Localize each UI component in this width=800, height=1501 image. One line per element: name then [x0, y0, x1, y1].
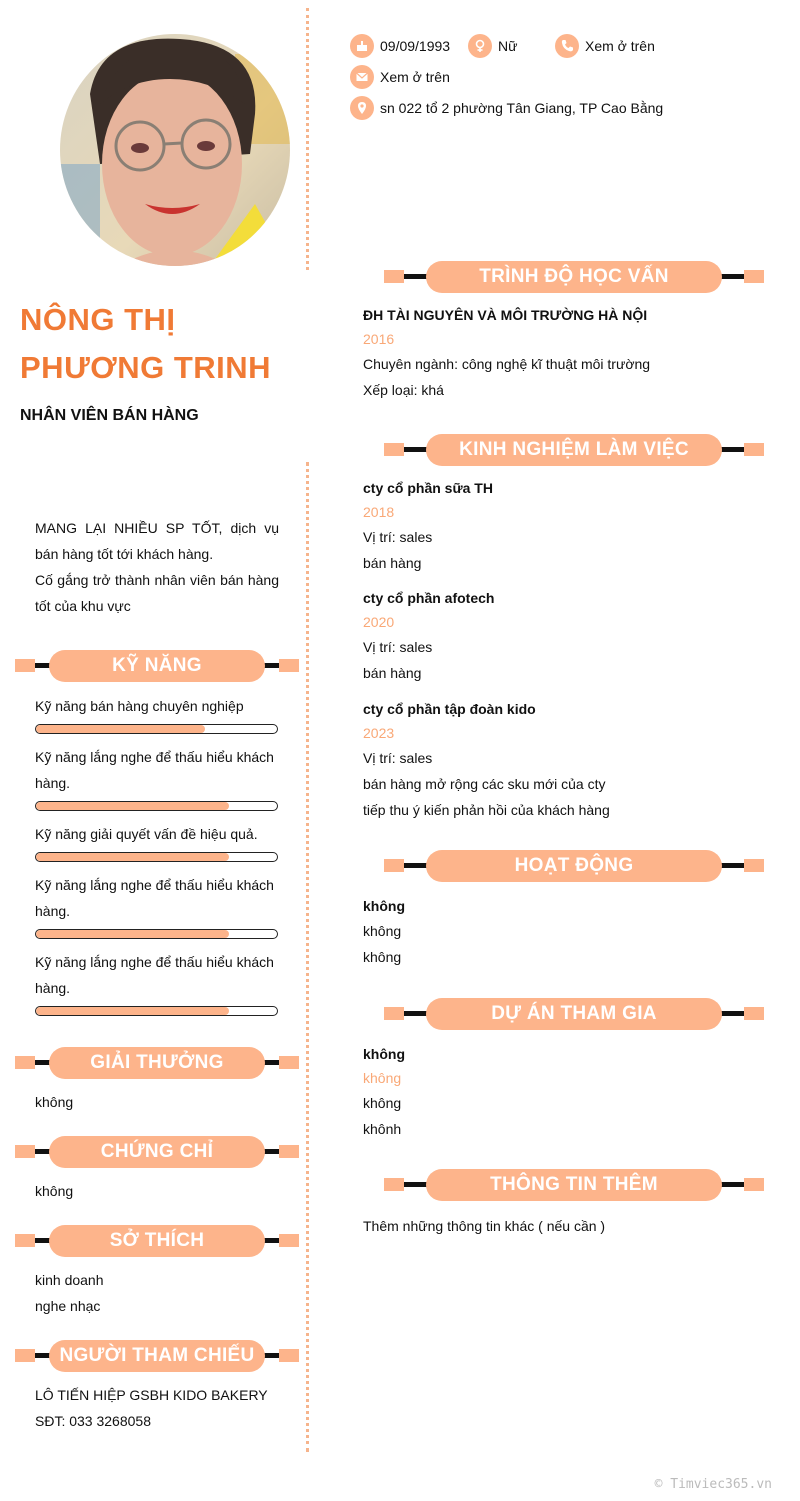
activity-detail: không — [363, 923, 402, 939]
skill-level-bar — [35, 852, 278, 862]
skill-name: Kỹ năng giải quyết vấn đề hiệu quả. — [35, 826, 258, 842]
award-item: không — [35, 1094, 74, 1110]
section-header-certificates — [15, 1136, 299, 1168]
skill-name: hàng. — [35, 903, 71, 919]
name-line-2: PHƯƠNG TRINH — [20, 350, 272, 385]
project-detail: khônh — [363, 1121, 402, 1137]
certificate-item: không — [35, 1183, 74, 1199]
experience-detail: bán hàng — [363, 555, 422, 571]
experience-year: 2020 — [363, 614, 395, 630]
section-title: DỰ ÁN THAM GIA — [426, 998, 722, 1030]
section-title: KỸ NĂNG — [49, 650, 265, 682]
education-major: Chuyên ngành: công nghệ kĩ thuật môi trường — [363, 356, 651, 372]
skill-level-bar — [35, 1006, 278, 1016]
experience-year: 2018 — [363, 504, 395, 520]
address-value: sn 022 tổ 2 phường Tân Giang, TP Cao Bằng — [380, 100, 664, 116]
hobby-item: kinh doanh — [35, 1272, 104, 1288]
project-detail: không — [363, 1095, 402, 1111]
experience-company: cty cổ phần tập đoàn kido — [363, 701, 536, 717]
section-header-references — [15, 1340, 299, 1372]
reference-item: SĐT: 033 3268058 — [35, 1413, 151, 1429]
job-title: NHÂN VIÊN BÁN HÀNG — [20, 407, 199, 424]
gender-value: Nữ — [498, 38, 518, 54]
experience-detail: Vị trí: sales — [363, 750, 433, 766]
watermark: © Timviec365.vn — [654, 1477, 772, 1492]
candidate-name — [20, 296, 271, 392]
section-title: HOẠT ĐỘNG — [426, 850, 722, 882]
reference-item: LÔ TIẾN HIỆP GSBH KIDO BAKERY — [35, 1387, 268, 1403]
objective-line: Cố gắng trở thành nhân viên bán hàng tốt của khu vực — [35, 572, 279, 614]
project-year: không — [363, 1070, 402, 1086]
skill-level-bar — [35, 801, 278, 811]
experience-detail: Vị trí: sales — [363, 639, 433, 655]
experience-detail: Vị trí: sales — [363, 529, 433, 545]
phone-icon — [555, 34, 579, 58]
column-divider-bottom — [306, 462, 309, 1452]
education-year: 2016 — [363, 331, 395, 347]
section-header-activities — [384, 850, 764, 882]
experience-detail: tiếp thu ý kiến phản hồi của khách hàng — [363, 802, 610, 818]
hobby-item: nghe nhạc — [35, 1298, 101, 1314]
experience-company: cty cổ phần afotech — [363, 590, 495, 606]
experience-detail: bán hàng mở rộng các sku mới của cty — [363, 776, 606, 792]
mail-icon — [350, 65, 374, 89]
section-header-awards — [15, 1047, 299, 1079]
contact-gender — [468, 34, 517, 58]
activity-detail: không — [363, 949, 402, 965]
experience-company: cty cổ phần sữa TH — [363, 480, 493, 496]
skill-name: hàng. — [35, 775, 71, 791]
section-header-additional — [384, 1169, 764, 1201]
contact-email — [350, 65, 450, 89]
column-divider-top — [306, 8, 309, 270]
skill-name: hàng. — [35, 980, 71, 996]
section-header-skills — [15, 650, 299, 682]
phone-value: Xem ở trên — [585, 38, 655, 54]
section-title: SỞ THÍCH — [49, 1225, 265, 1257]
contact-address — [350, 96, 663, 120]
cake-icon — [350, 34, 374, 58]
objective-line: MANG LẠI NHIỀU SP TỐT, dịch vụ bán hàng tốt tới khách hàng. — [35, 520, 279, 562]
section-title: CHỨNG CHỈ — [49, 1136, 265, 1168]
experience-year: 2023 — [363, 725, 395, 741]
skill-level-bar — [35, 724, 278, 734]
section-title: GIẢI THƯỞNG — [49, 1047, 265, 1079]
skill-name: Kỹ năng lắng nghe để thấu hiểu khách — [35, 749, 274, 765]
education-grade: Xếp loại: khá — [363, 382, 444, 398]
section-title: TRÌNH ĐỘ HỌC VẤN — [426, 261, 722, 293]
experience-detail: bán hàng — [363, 665, 422, 681]
section-title: NGƯỜI THAM CHIẾU — [49, 1340, 265, 1372]
education-school: ĐH TÀI NGUYÊN VÀ MÔI TRƯỜNG HÀ NỘI — [363, 307, 648, 323]
gender-icon — [468, 34, 492, 58]
section-header-hobbies — [15, 1225, 299, 1257]
project-title: không — [363, 1046, 405, 1062]
email-value: Xem ở trên — [380, 69, 450, 85]
profile-photo — [60, 34, 290, 266]
contact-phone — [555, 34, 655, 58]
contact-birthday — [350, 34, 450, 58]
section-title: KINH NGHIỆM LÀM VIỆC — [426, 434, 722, 466]
career-objective — [35, 515, 279, 619]
section-header-experience — [384, 434, 764, 466]
skill-name: Kỹ năng lắng nghe để thấu hiểu khách — [35, 877, 274, 893]
section-header-education — [384, 261, 764, 293]
skill-name: Kỹ năng bán hàng chuyên nghiệp — [35, 698, 244, 714]
map-pin-icon — [350, 96, 374, 120]
birthday-value: 09/09/1993 — [380, 38, 451, 54]
additional-info: Thêm những thông tin khác ( nếu cần ) — [363, 1218, 606, 1234]
section-header-projects — [384, 998, 764, 1030]
section-title: THÔNG TIN THÊM — [426, 1169, 722, 1201]
skill-name: Kỹ năng lắng nghe để thấu hiểu khách — [35, 954, 274, 970]
activity-title: không — [363, 898, 405, 914]
name-line-1: NÔNG THỊ — [20, 302, 176, 337]
skill-level-bar — [35, 929, 278, 939]
